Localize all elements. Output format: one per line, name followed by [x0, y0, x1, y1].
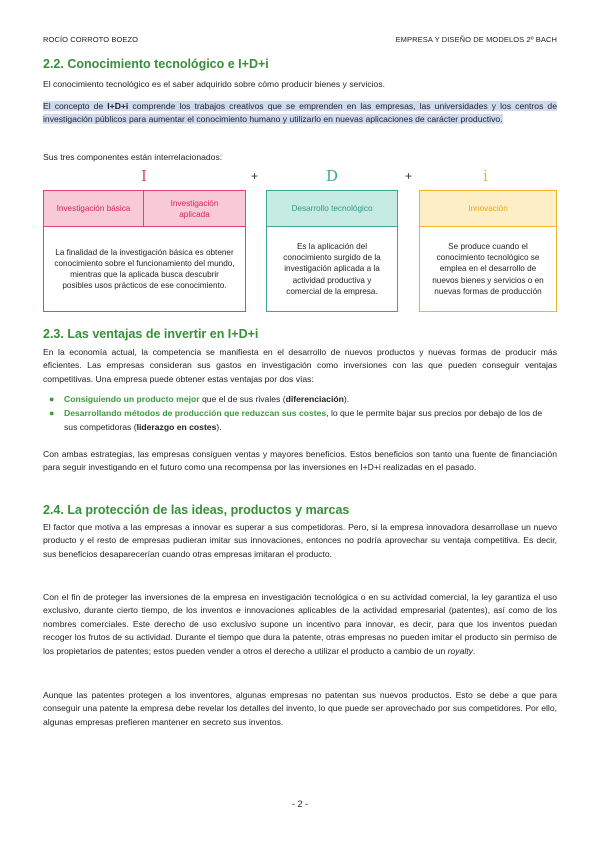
letter-i: I [141, 167, 147, 185]
bullet-2-text: , lo que le permite bajar sus precios por debajo de los de sus competidoras ( [64, 408, 543, 432]
s24-paragraph-3: Aunque las patentes protegen a los inventores, algunas empresas no patentan sus nuevos productos. Esto se debe a que para conseguir una patente la empresa debe revelar los detalles del invento, lo que puede ser aprovechado por sus competidores. Por ello, algunas empresas prefieren mantener en secreto sus inventos. [43, 690, 557, 727]
section-title-2-3: 2.3. Las ventajas de invertir en I+D+i [43, 327, 259, 341]
concept-text-c: comprende los trabajos creativos que se emprenden en las empresas, las universidades y los centros de investigación públicos para aumentar el conocimiento humano y utilizarlo en nuevas aplicaciones de carácter productivo. [43, 101, 557, 125]
box-inn-body: Se produce cuando el conocimiento tecnológico se emplea en el desarrollo de nuevos bienes y servicios o en nuevas formas de producción [432, 241, 544, 296]
box-inn-head: Innovación [420, 191, 556, 227]
s24-paragraph-2 [43, 591, 557, 658]
s24-p2-end: . [472, 645, 476, 656]
bullet-2-term: liderazgo en costes [136, 421, 217, 432]
box-i-head-applied: Investigación aplicada [144, 191, 245, 227]
concept-idi: I+D+i [107, 101, 129, 111]
s22-intro: El conocimiento tecnológico es el saber adquirido sobre cómo producir bienes y servicios. [43, 79, 386, 89]
concept-text-a: El concepto de [43, 101, 108, 111]
royalty-term: royalty [447, 645, 473, 656]
letter-small-i: i [483, 167, 488, 185]
s23-paragraph-2: Con ambas estrategias, las empresas consiguen ventas y mayores beneficios. Estos beneficios son tanto una fuente de financiación para seguir investigando en el futuro como una recompensa por las inversiones en I+D+i realizadas en el pasado. [43, 449, 557, 473]
section-title-2-2: 2.2. Conocimiento tecnológico e I+D+i [43, 57, 269, 71]
header-author: ROCÍO CORROTO BOEZO [43, 35, 139, 44]
box-i-head-basic: Investigación básica [44, 191, 144, 227]
header-course: EMPRESA Y DISEÑO DE MODELOS 2º BACH [395, 35, 557, 44]
plus-sign-2: + [405, 169, 413, 183]
bullet-1-term: diferenciación [285, 394, 344, 404]
box-d-head: Desarrollo tecnológico [267, 191, 397, 227]
bullet-icon: ● [49, 394, 55, 404]
letter-d: D [326, 167, 339, 185]
s24-paragraph-1: El factor que motiva a las empresas a innovar es superar a sus competidoras. Pero, si la empresa innovadora desarrollase un nuevo producto y el resto de empresas pudieran imitar sus innovaciones, entonces no podría aprovechar su ventaja competitiva. Es decir, sus beneficios desaparecerían cuando otras empresas imitaran el producto. [43, 522, 557, 559]
box-i-body: La finalidad de la investigación básica es obtener conocimiento sobre el funcionamiento del mundo, mientras que la aplicada busca descubrir posibles usos prácticos de ese conocimiento. [54, 247, 235, 291]
bullet-2-end: ). [216, 421, 222, 432]
bullet-1-end: ). [343, 394, 350, 404]
bullet-2-highlight: Desarrollando métodos de producción que reduzcan sus costes [64, 408, 327, 419]
plus-sign-1: + [251, 169, 259, 183]
bullet-1-text: que el de sus rivales ( [199, 394, 286, 404]
s22-components: Sus tres componentes están interrelacionados: [43, 152, 223, 162]
s23-paragraph-1: En la economía actual, la competencia se manifiesta en el desarrollo de nuevos productos y nuevas formas de producir más eficientes. Las empresas consideran sus gastos en investigación como inversiones con las que pueden conseguir ventajas competitivas. Una empresa puede obtener estas ventajas por dos vías: [43, 347, 557, 384]
advantages-list [43, 393, 557, 435]
page-number: - 2 - [291, 799, 308, 809]
list-item [43, 393, 557, 406]
list-item [43, 407, 557, 434]
bullet-1-highlight: Consiguiendo un producto mejor [64, 394, 200, 404]
bullet-icon: ● [49, 408, 55, 419]
s22-concept [43, 100, 557, 127]
section-title-2-4: 2.4. La protección de las ideas, productos y marcas [43, 503, 350, 517]
s24-p2-text: Con el fin de proteger las inversiones de la empresa en investigación tecnológica o en su actividad comercial, la ley garantiza el uso exclusivo, durante cierto tiempo, de los inventos e innovaciones aplicables de la actividad empresarial (patentes), así como de los nombres comerciales. Este derecho de uso exclusivo supone un incentivo para innovar, es decir, para que los inventos puedan recoger los frutos de su actividad. Durante el tiempo que dura la patente, otras empresas no pueden imitar el producto sin permiso de los propietarios de patentes; estos pueden vender a otros el derecho a utilizar el producto a cambio de un [43, 592, 557, 656]
box-d-body: Es la aplicación del conocimiento surgido de la investigación aplicada a la actividad productiva y comercial de la empresa. [283, 241, 381, 296]
